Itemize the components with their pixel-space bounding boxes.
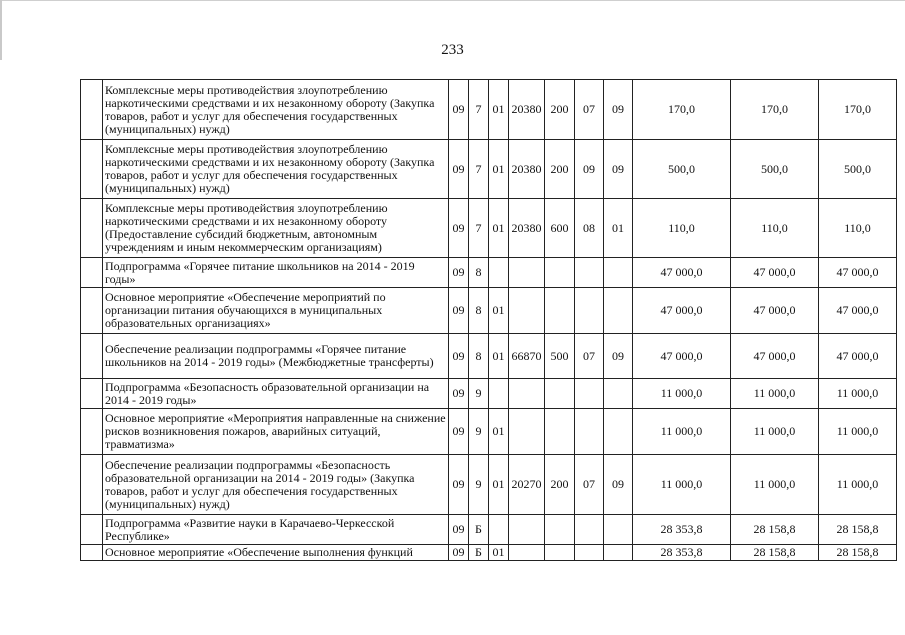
row-description: Обеспечение реализации подпрограммы «Горячее питание школьников на 2014 - 2019 годы» (Межбюджетные трансферты): [103, 334, 449, 379]
amount-year-2: 11 000,0: [731, 409, 819, 455]
code-subsection: [604, 258, 633, 288]
code-ministry: 09: [449, 80, 469, 140]
row-description: Основное мероприятие «Мероприятия направленные на снижение рисков возникновения пожаров, аварийных ситуаций, травматизма»: [103, 409, 449, 455]
code-ministry: 09: [449, 334, 469, 379]
code-ministry: 09: [449, 545, 469, 561]
code-expense-type: [545, 545, 575, 561]
code-section: [575, 409, 604, 455]
code-expense-type: [545, 288, 575, 334]
row-number-cell: [81, 545, 103, 561]
code-expense-type: [545, 409, 575, 455]
row-number-cell: [81, 515, 103, 545]
code-section: 07: [575, 80, 604, 140]
code-direction: [509, 515, 545, 545]
amount-year-3: 28 158,8: [819, 515, 897, 545]
row-number-cell: [81, 334, 103, 379]
code-subsection: [604, 409, 633, 455]
code-direction: 20380: [509, 140, 545, 199]
amount-year-1: 11 000,0: [633, 379, 731, 409]
code-subprogram: 8: [469, 258, 489, 288]
amount-year-1: 500,0: [633, 140, 731, 199]
code-activity: [489, 379, 509, 409]
amount-year-1: 170,0: [633, 80, 731, 140]
amount-year-3: 11 000,0: [819, 409, 897, 455]
code-subsection: [604, 379, 633, 409]
amount-year-2: 47 000,0: [731, 334, 819, 379]
amount-year-3: 11 000,0: [819, 455, 897, 515]
row-description: Подпрограмма «Горячее питание школьников на 2014 - 2019 годы»: [103, 258, 449, 288]
code-ministry: 09: [449, 258, 469, 288]
code-subprogram: 9: [469, 379, 489, 409]
code-activity: 01: [489, 199, 509, 258]
amount-year-1: 47 000,0: [633, 288, 731, 334]
code-subprogram: 8: [469, 288, 489, 334]
code-expense-type: 500: [545, 334, 575, 379]
table-row: [81, 545, 897, 561]
code-direction: 20270: [509, 455, 545, 515]
row-description: Обеспечение реализации подпрограммы «Безопасность образовательной организации на 2014 - 2019 годы» (Закупка товаров, работ и услуг для обеспечения государственных (муниципальных) нужд): [103, 455, 449, 515]
code-subprogram: 9: [469, 409, 489, 455]
code-subsection: 09: [604, 80, 633, 140]
amount-year-3: 47 000,0: [819, 334, 897, 379]
code-activity: [489, 515, 509, 545]
code-expense-type: [545, 515, 575, 545]
code-subsection: 09: [604, 334, 633, 379]
row-number-cell: [81, 199, 103, 258]
amount-year-3: 170,0: [819, 80, 897, 140]
amount-year-2: 28 158,8: [731, 545, 819, 561]
code-section: [575, 379, 604, 409]
amount-year-3: 110,0: [819, 199, 897, 258]
amount-year-2: 500,0: [731, 140, 819, 199]
row-number-cell: [81, 455, 103, 515]
code-section: 07: [575, 455, 604, 515]
code-subprogram: 9: [469, 455, 489, 515]
code-section: 07: [575, 334, 604, 379]
budget-table: [80, 79, 897, 561]
code-direction: [509, 288, 545, 334]
code-activity: 01: [489, 140, 509, 199]
code-ministry: 09: [449, 140, 469, 199]
code-expense-type: [545, 379, 575, 409]
table-row: [81, 409, 897, 455]
amount-year-2: 11 000,0: [731, 379, 819, 409]
code-expense-type: [545, 258, 575, 288]
code-section: 08: [575, 199, 604, 258]
row-number-cell: [81, 80, 103, 140]
amount-year-1: 11 000,0: [633, 455, 731, 515]
amount-year-1: 110,0: [633, 199, 731, 258]
code-direction: 20380: [509, 199, 545, 258]
amount-year-1: 11 000,0: [633, 409, 731, 455]
code-ministry: 09: [449, 379, 469, 409]
row-number-cell: [81, 288, 103, 334]
row-description: Основное мероприятие «Обеспечение выполнения функций: [103, 545, 449, 561]
page-number: 233: [441, 42, 464, 58]
code-subsection: [604, 288, 633, 334]
amount-year-3: 500,0: [819, 140, 897, 199]
code-subsection: 09: [604, 455, 633, 515]
amount-year-3: 28 158,8: [819, 545, 897, 561]
row-description: Комплексные меры противодействия злоупотреблению наркотическими средствами и их незаконному обороту (Предоставление субсидий бюджетным, автономным учреждениям и иным некоммерческим организациям): [103, 199, 449, 258]
row-description: Основное мероприятие «Обеспечение мероприятий по организации питания обучающихся в муниципальных образовательных организациях»: [103, 288, 449, 334]
code-subprogram: 8: [469, 334, 489, 379]
code-subsection: [604, 545, 633, 561]
code-activity: [489, 258, 509, 288]
table-row: [81, 379, 897, 409]
code-ministry: 09: [449, 199, 469, 258]
row-description: Комплексные меры противодействия злоупотреблению наркотическими средствами и их незаконному обороту (Закупка товаров, работ и услуг для обеспечения государственных (муниципальных) нужд): [103, 80, 449, 140]
code-expense-type: 200: [545, 455, 575, 515]
table-row: [81, 334, 897, 379]
table-row: [81, 258, 897, 288]
code-section: [575, 515, 604, 545]
code-activity: 01: [489, 455, 509, 515]
code-section: [575, 258, 604, 288]
code-subprogram: 7: [469, 199, 489, 258]
code-direction: [509, 545, 545, 561]
code-direction: [509, 379, 545, 409]
code-expense-type: 200: [545, 80, 575, 140]
table-row: [81, 140, 897, 199]
amount-year-1: 47 000,0: [633, 258, 731, 288]
code-direction: [509, 258, 545, 288]
code-direction: [509, 409, 545, 455]
code-ministry: 09: [449, 288, 469, 334]
code-subsection: [604, 515, 633, 545]
amount-year-1: 47 000,0: [633, 334, 731, 379]
code-subprogram: 7: [469, 80, 489, 140]
amount-year-2: 170,0: [731, 80, 819, 140]
amount-year-2: 11 000,0: [731, 455, 819, 515]
code-activity: 01: [489, 334, 509, 379]
code-subsection: 01: [604, 199, 633, 258]
row-description: Подпрограмма «Безопасность образовательной организации на 2014 - 2019 годы»: [103, 379, 449, 409]
code-activity: 01: [489, 80, 509, 140]
row-number-cell: [81, 409, 103, 455]
code-expense-type: 200: [545, 140, 575, 199]
row-description: Подпрограмма «Развитие науки в Карачаево-Черкесской Республике»: [103, 515, 449, 545]
row-number-cell: [81, 140, 103, 199]
code-ministry: 09: [449, 409, 469, 455]
code-section: 09: [575, 140, 604, 199]
code-ministry: 09: [449, 515, 469, 545]
table-row: [81, 199, 897, 258]
code-subsection: 09: [604, 140, 633, 199]
amount-year-2: 110,0: [731, 199, 819, 258]
table-row: [81, 515, 897, 545]
code-activity: 01: [489, 545, 509, 561]
code-subprogram: Б: [469, 545, 489, 561]
code-activity: 01: [489, 288, 509, 334]
amount-year-2: 28 158,8: [731, 515, 819, 545]
code-section: [575, 545, 604, 561]
row-description: Комплексные меры противодействия злоупотреблению наркотическими средствами и их незаконному обороту (Закупка товаров, работ и услуг для обеспечения государственных (муниципальных) нужд): [103, 140, 449, 199]
code-section: [575, 288, 604, 334]
code-activity: 01: [489, 409, 509, 455]
amount-year-2: 47 000,0: [731, 288, 819, 334]
code-direction: 20380: [509, 80, 545, 140]
code-expense-type: 600: [545, 199, 575, 258]
code-direction: 66870: [509, 334, 545, 379]
row-number-cell: [81, 258, 103, 288]
table-row: [81, 80, 897, 140]
amount-year-3: 47 000,0: [819, 258, 897, 288]
table-row: [81, 288, 897, 334]
row-number-cell: [81, 379, 103, 409]
amount-year-1: 28 353,8: [633, 515, 731, 545]
code-ministry: 09: [449, 455, 469, 515]
amount-year-2: 47 000,0: [731, 258, 819, 288]
amount-year-1: 28 353,8: [633, 545, 731, 561]
scan-border-top: [0, 0, 905, 6]
amount-year-3: 11 000,0: [819, 379, 897, 409]
amount-year-3: 47 000,0: [819, 288, 897, 334]
table-row: [81, 455, 897, 515]
code-subprogram: Б: [469, 515, 489, 545]
code-subprogram: 7: [469, 140, 489, 199]
